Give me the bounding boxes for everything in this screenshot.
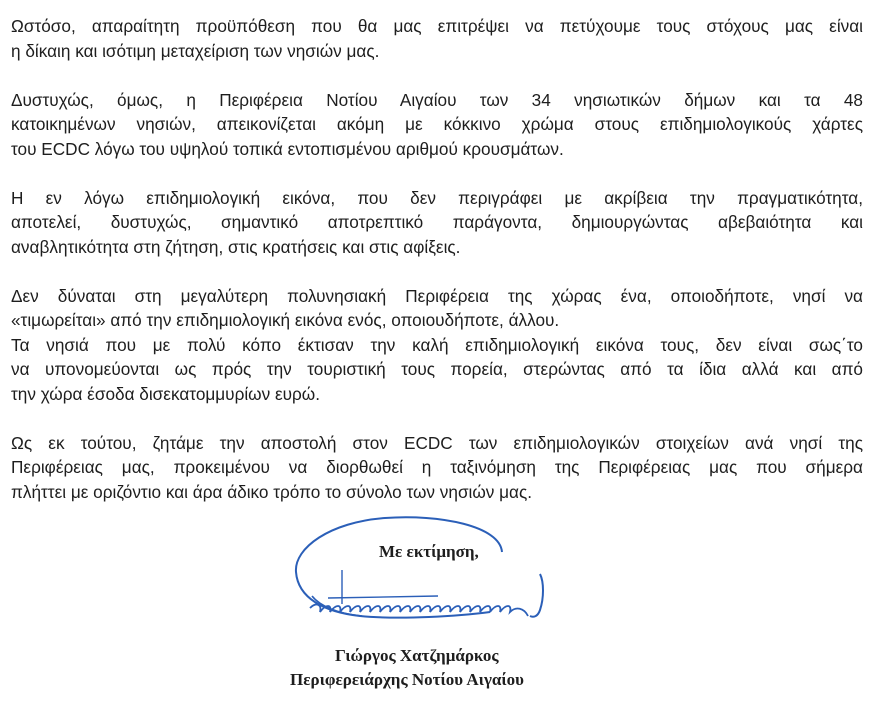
signature-end-flourish: [530, 574, 543, 617]
paragraph-1: [11, 14, 863, 63]
paragraph-3: [11, 186, 863, 260]
closing-salutation: Με εκτίμηση,: [379, 542, 479, 561]
letter-body: [11, 14, 863, 529]
paragraph-line: Τα νησιά που με πολύ κόπο έκτισαν την καλή επιδημιολογική εικόνα τους, δεν είναι σως΄το: [11, 334, 863, 355]
signature-loop: [296, 517, 502, 617]
paragraph-line: Δεν δύναται στη μεγαλύτερη πολυνησιακή Περιφέρεια της χώρας ένα, οποιοδήποτε, νησί να: [11, 285, 863, 306]
signer-name: Γιώργος Χατζημάρκος: [335, 646, 499, 665]
paragraph-line: Ως εκ τούτου, ζητάμε την αποστολή στον ECDC των επιδημιολογικών στοιχείων ανά νησί της: [11, 432, 863, 453]
handwritten-signature: [290, 512, 560, 637]
paragraph-line: Περιφέρειας μας, προκειμένου να διορθωθεί η ταξινόμηση της Περιφέρειας μας που σήμερα: [11, 457, 863, 477]
signer-title: Περιφερειάρχης Νοτίου Αιγαίου: [290, 670, 524, 689]
paragraph-line: «τιμωρείται» από την επιδημιολογική εικόνα ενός, οποιουδήποτε, άλλου.: [11, 310, 560, 330]
signature-cross-stroke: [328, 596, 438, 598]
paragraph-line: να υπονομεύονται ως πρός την τουριστική τους πορεία, στερώντας από τα ίδια αλλά και από: [11, 359, 863, 379]
paragraph-line: Η εν λόγω επιδημιολογική εικόνα, που δεν περιγράφει με ακρίβεια την πραγματικότητα,: [11, 187, 863, 208]
paragraph-line: Ωστόσο, απαραίτητη προϋπόθεση που θα μας επιτρέψει να πετύχουμε τους στόχους μας είναι: [11, 16, 863, 36]
signature-scribble: [310, 605, 528, 616]
paragraph-line: αποτελεί, δυστυχώς, σημαντικό αποτρεπτικό παράγοντα, δημιουργώντας αβεβαιότητα και: [11, 212, 863, 232]
paragraph-line: Δυστυχώς, όμως, η Περιφέρεια Νοτίου Αιγαίου των 34 νησιωτικών δήμων και τα 48: [11, 89, 863, 110]
paragraph-line: του ECDC λόγω του υψηλού τοπικά εντοπισμένου αριθμού κρουσμάτων.: [11, 138, 564, 159]
paragraph-line: κατοικημένων νησιών, απεικονίζεται ακόμη με κόκκινο χρώμα στους επιδημιολογικούς χάρτες: [11, 114, 863, 134]
paragraph-line: την χώρα έσοδα δισεκατομμυρίων ευρώ.: [11, 383, 320, 404]
paragraph-line: πλήττει με οριζόντιο και άρα άδικο τρόπο το σύνολο των νησιών μας.: [11, 481, 533, 502]
paragraph-2: [11, 88, 863, 162]
signature-strokes: [296, 517, 543, 617]
paragraph-4: [11, 284, 863, 407]
paragraph-line: αναβλητικότητα στη ζήτηση, στις κρατήσεις και στις αφίξεις.: [11, 236, 461, 257]
paragraph-5: [11, 431, 863, 505]
paragraph-line: η δίκαιη και ισότιμη μεταχείριση των νησιών μας.: [11, 40, 380, 61]
